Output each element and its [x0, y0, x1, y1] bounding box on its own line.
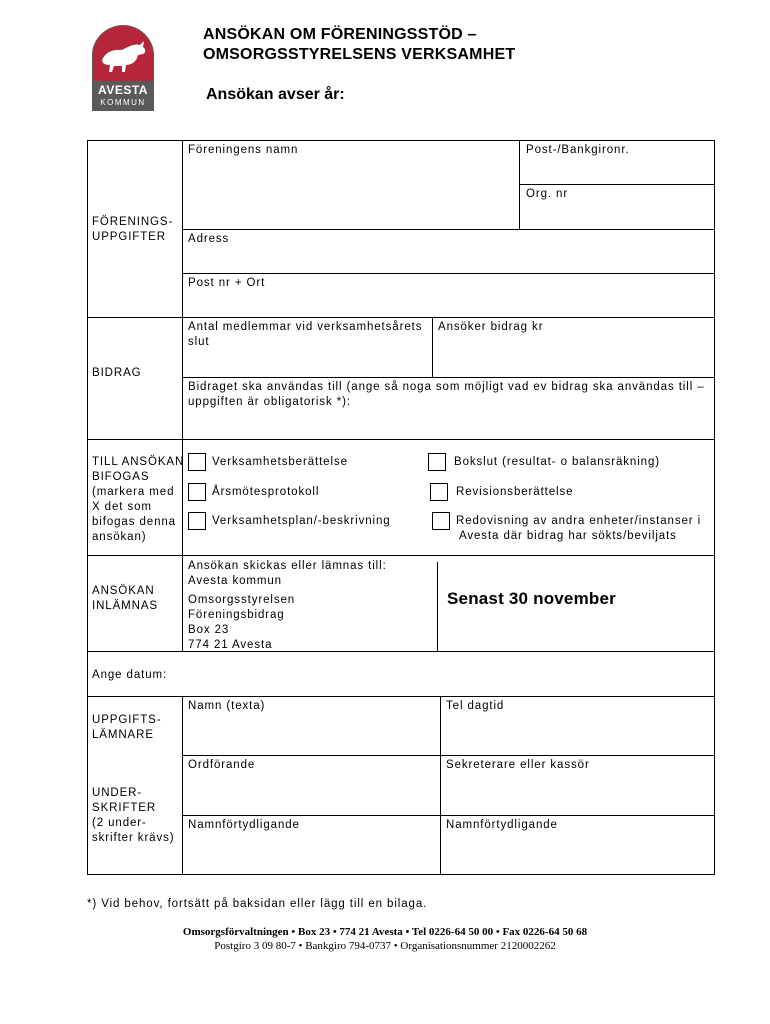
footer-giro-line: Postgiro 3 09 80-7 • Bankgiro 794-0737 • Organisationsnummer 2120002262 [214, 940, 556, 952]
usage-field[interactable] [183, 410, 713, 438]
provider-name-label: Namn (texta) [188, 700, 266, 712]
attachment-verksamhetsplan: Verksamhetsplan/-beskrivning [212, 515, 391, 527]
chair-clarification-field[interactable] [183, 833, 439, 873]
attachment-bokslut: Bokslut (resultat- o balansräkning) [454, 456, 660, 468]
giro-field[interactable] [520, 158, 713, 183]
forening-name-label: Föreningens namn [188, 144, 299, 156]
title-line-1: ANSÖKAN OM FÖRENINGSSTÖD – [203, 26, 477, 43]
submission-address: Ansökan skickas eller lämnas till: Avesta kommun Omsorgsstyrelsen Föreningsbidrag Box 23 774 21 Avesta [188, 560, 387, 651]
signatures-section-label: UNDER- SKRIFTER (2 under- skrifter krävs) [92, 787, 175, 844]
members-field[interactable] [183, 350, 431, 376]
usage-label: Bidraget ska användas till (ange så noga som möjligt vad ev bidrag ska användas till – uppgiften är obligatorisk *): [188, 381, 705, 408]
giro-label: Post-/Bankgironr. [526, 144, 630, 156]
chair-clarification-label: Namnförtydligande [188, 819, 300, 831]
logo-text-top: AVESTA [98, 83, 148, 97]
forening-section-label: FÖRENINGS- UPPGIFTER [92, 216, 174, 243]
checkbox-verksamhetsplan[interactable] [188, 512, 206, 530]
attachment-verksamhetsberattelse: Verksamhetsberättelse [212, 456, 348, 468]
checkbox-redovisning[interactable] [432, 512, 450, 530]
secretary-label: Sekreterare eller kassör [446, 759, 590, 771]
amount-field[interactable] [433, 336, 713, 376]
amount-label: Ansöker bidrag kr [438, 321, 544, 333]
bidrag-section-label: BIDRAG [92, 367, 142, 379]
title-line-2: OMSORGSSTYRELSENS VERKSAMHET [203, 46, 516, 63]
secretary-clarification-field[interactable] [441, 833, 713, 873]
provider-phone-field[interactable] [441, 714, 713, 754]
address-label: Adress [188, 233, 230, 245]
checkbox-verksamhetsberattelse[interactable] [188, 453, 206, 471]
provider-name-field[interactable] [183, 714, 439, 754]
org-nr-field[interactable] [520, 202, 713, 228]
postort-field[interactable] [183, 291, 713, 316]
attachments-section-label: TILL ANSÖKAN BIFOGAS (markera med X det som bifogas denna ansökan) [92, 456, 185, 543]
date-label: Ange datum: [92, 669, 168, 681]
attachment-arsmotesprotokoll: Årsmötesprotokoll [212, 486, 320, 498]
checkbox-bokslut[interactable] [428, 453, 446, 471]
provider-section-label: UPPGIFTS- LÄMNARE [92, 714, 162, 741]
secretary-signature-field[interactable] [441, 773, 713, 814]
deadline-text: Senast 30 november [447, 589, 616, 608]
checkbox-revisionsberattelse[interactable] [430, 483, 448, 501]
chair-label: Ordförande [188, 759, 256, 771]
members-label: Antal medlemmar vid verksamhetsårets slut [188, 321, 423, 348]
forening-name-field[interactable] [183, 158, 518, 228]
logo-text-bottom: KOMMUN [100, 98, 146, 107]
avesta-logo [92, 25, 154, 111]
secretary-clarification-label: Namnförtydligande [446, 819, 558, 831]
address-field[interactable] [183, 247, 713, 272]
form-title [203, 25, 515, 65]
provider-phone-label: Tel dagtid [446, 700, 505, 712]
org-nr-label: Org. nr [526, 188, 569, 200]
checkbox-arsmotesprotokoll[interactable] [188, 483, 206, 501]
submission-section-label: ANSÖKAN INLÄMNAS [92, 585, 158, 612]
postort-label: Post nr + Ort [188, 277, 266, 289]
footnote: *) Vid behov, fortsätt på baksidan eller lägg till en bilaga. [87, 898, 428, 910]
attachment-revisionsberattelse: Revisionsberättelse [456, 486, 574, 498]
year-label: Ansökan avser år: [206, 86, 345, 103]
date-field[interactable] [183, 655, 713, 695]
footer-contact-line: Omsorgsförvaltningen • Box 23 • 774 21 Avesta • Tel 0226-64 50 00 • Fax 0226-64 50 68 [182, 926, 588, 938]
chair-signature-field[interactable] [183, 773, 439, 814]
attachment-redovisning: Redovisning av andra enheter/instanser i Avesta där bidrag har sökts/beviljats [456, 515, 702, 542]
